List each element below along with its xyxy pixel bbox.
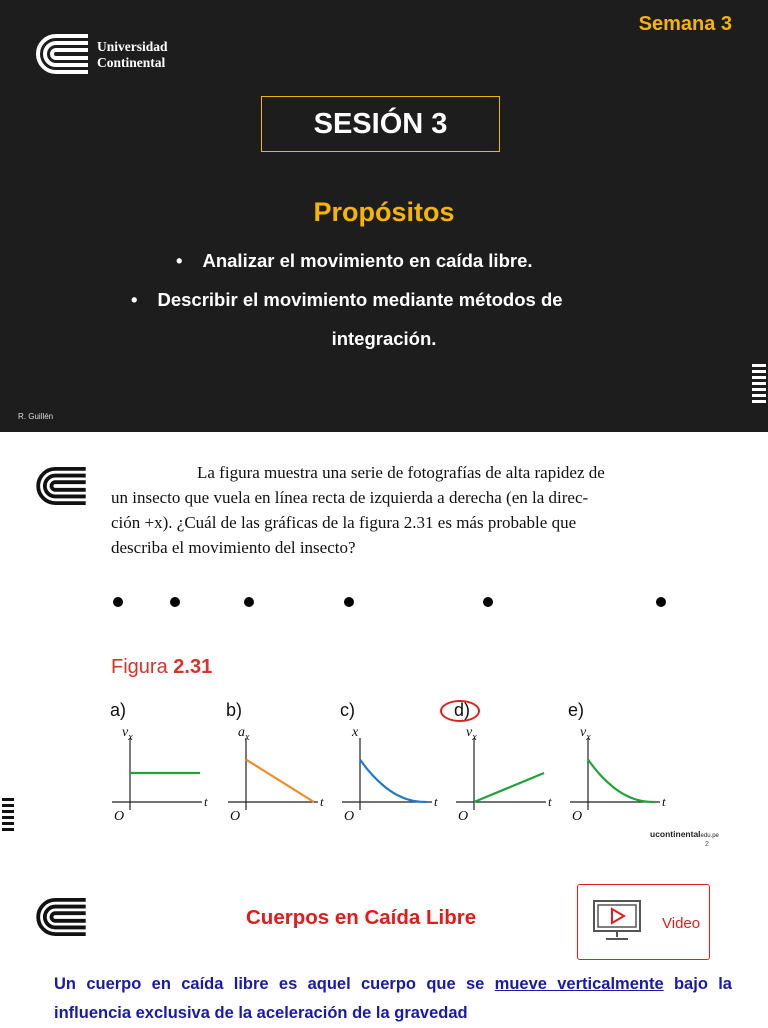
figure-label: Figura 2.31 (111, 656, 213, 678)
graph-letter: b) (226, 700, 243, 720)
purpose-text-1: Analizar el movimiento en caída libre. (202, 250, 533, 271)
graph-curve (360, 760, 427, 803)
site-footer: ucontinentaledu.pe (650, 829, 719, 839)
graph-curve (246, 760, 314, 803)
purpose-item-1 (176, 250, 533, 272)
purpose-item-2-continued: integración. (331, 328, 437, 349)
selected-answer-circle (440, 700, 480, 722)
x-axis-label: t (434, 794, 438, 809)
x-axis-label: t (204, 794, 208, 809)
x-axis-label: t (320, 794, 324, 809)
origin-label: O (230, 809, 241, 824)
bullet-icon: • (131, 289, 138, 310)
universidad-continental-logo-icon (34, 34, 90, 79)
graph-letter: c) (340, 700, 355, 720)
purpose-text-2: Describir el movimiento mediante métodos de (157, 289, 563, 310)
origin-label: O (572, 809, 583, 824)
insect-photo-dot (244, 597, 254, 607)
insect-photo-dot (344, 597, 354, 607)
menu-icon[interactable] (752, 364, 766, 406)
origin-label: O (344, 809, 355, 824)
y-axis-label: $v_x$ (466, 725, 477, 743)
insect-photo-dot (170, 597, 180, 607)
question-slide (0, 432, 768, 864)
y-axis-label: $a_x$ (238, 725, 250, 743)
graph-d (454, 724, 562, 824)
graph-b (226, 724, 334, 824)
graph-e (568, 724, 676, 824)
insect-photo-dot (656, 597, 666, 607)
page-number: 2 (705, 841, 709, 848)
universidad-continental-logo-icon (34, 898, 88, 941)
origin-label: O (458, 809, 469, 824)
video-label: Video (662, 915, 701, 932)
insect-photo-dot (483, 597, 493, 607)
video-button[interactable] (577, 884, 710, 960)
y-axis-label: x (352, 725, 359, 740)
definition-underlined: mueve verticalmente (494, 975, 664, 993)
origin-label: O (114, 809, 125, 824)
y-axis-label: $v_x$ (580, 725, 591, 743)
question-line-1: La figura muestra una serie de fotografías de alta rapidez de (197, 463, 605, 482)
logo-line-2: Continental (97, 55, 166, 70)
y-axis-label: $v_x$ (122, 725, 133, 743)
graph-curve (588, 760, 655, 803)
title-slide (0, 0, 768, 432)
graph-curve (474, 773, 544, 802)
insect-photo-dot (113, 597, 123, 607)
bullet-icon: • (176, 250, 183, 271)
x-axis-label: t (662, 794, 666, 809)
graph-letter: e) (568, 700, 585, 720)
video-play-icon (592, 899, 642, 948)
question-line-2: un insecto que vuela en línea recta de izquierda a derecha (en la direc- (111, 488, 589, 507)
logo-text (97, 39, 168, 71)
menu-icon[interactable] (2, 798, 14, 834)
week-label: Semana 3 (638, 13, 732, 35)
x-axis-label: t (548, 794, 552, 809)
purposes-heading: Propósitos (313, 197, 455, 227)
graph-a (110, 724, 218, 824)
author-credit: R. Guillén (18, 412, 54, 421)
section-title: Cuerpos en Caída Libre (246, 906, 477, 929)
graph-c (340, 724, 448, 824)
purpose-item-2 (131, 289, 563, 311)
universidad-continental-logo-icon (34, 467, 88, 510)
question-text (111, 460, 665, 560)
question-line-4: describa el movimiento del insecto? (111, 538, 356, 557)
logo-line-1: Universidad (97, 39, 168, 54)
session-title: SESIÓN 3 (261, 96, 500, 152)
graph-letter: a) (110, 700, 127, 720)
free-fall-slide (0, 864, 768, 1024)
free-fall-definition: Un cuerpo en caída libre es aquel cuerpo que se mueve verticalmente bajo la influencia exclusiva de la aceleración de la gravedad (54, 975, 732, 1022)
graph-letter: d) (454, 700, 471, 720)
question-line-3: ción +x). ¿Cuál de las gráficas de la figura 2.31 es más probable que (111, 513, 577, 532)
